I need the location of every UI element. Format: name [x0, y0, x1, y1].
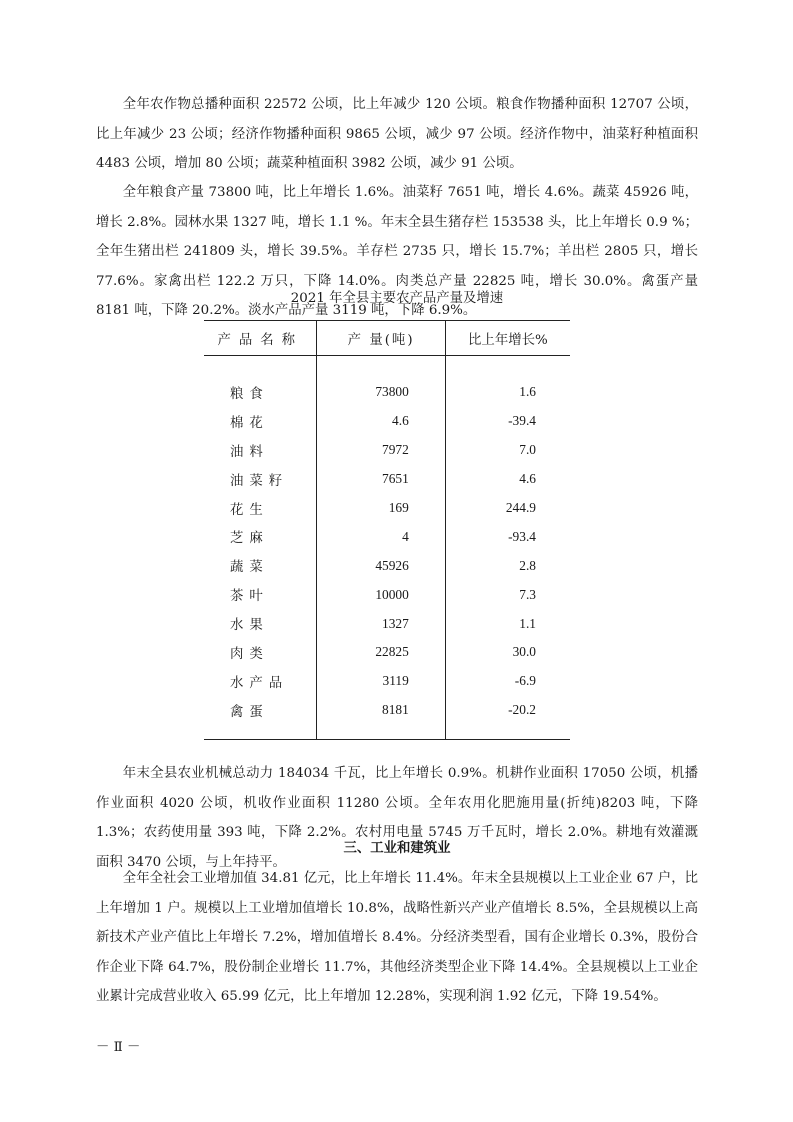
cell-output: 10000: [317, 580, 445, 609]
table-row: [204, 551, 570, 580]
table-row: [204, 436, 570, 465]
paragraph-crop-area: 全年农作物总播种面积 22572 公顷，比上年减少 120 公顷。粮食作物播种面积 12707 公顷，比上年减少 23 公顷；经济作物播种面积 9865 公顷，减少 97 公顷。经济作物中，油菜籽种植面积 4483 公顷，增加 80 公顷；蔬菜种植面积 3982 公顷，减少 91 公顷。: [96, 97, 698, 171]
cell-product-name: 粮食: [230, 386, 269, 402]
table-row: [204, 522, 570, 551]
cell-product-name: 茶叶: [230, 589, 269, 605]
cell-growth: 1.6: [445, 356, 570, 407]
cell-output: 8181: [317, 696, 445, 739]
cell-growth: -20.2: [445, 696, 570, 739]
agri-products-table: [204, 320, 570, 740]
cell-output: 4: [317, 522, 445, 551]
cell-output: 1327: [317, 609, 445, 638]
table-row: [204, 407, 570, 436]
paragraph-agri-output: 全年粮食产量 73800 吨，比上年增长 1.6%。油菜籽 7651 吨，增长 4.6%。蔬菜 45926 吨，增长 2.8%。园林水果 1327 吨，增长 1.1 %。年末全县生猪存栏 153538 头，比上年增长 0.9 %；全年生猪出栏 241809 头，增长 39.5%。羊存栏 2735 只，增长 15.7%；羊出栏 2805 只，增长 77.6%。家禽出栏 122.2 万只，下降 14.0%。肉类总产量 22825 吨，增长 30.0%。禽蛋产量 8181 吨，下降 20.2%。淡水产品产量 3119 吨，下降 6.9%。: [96, 185, 698, 318]
cell-output: 73800: [317, 356, 445, 407]
cell-growth: -39.4: [445, 407, 570, 436]
paragraph-industry: 全年全社会工业增加值 34.81 亿元，比上年增长 11.4%。年末全县规模以上工业企业 67 户，比上年增加 1 户。规模以上工业增加值增长 10.8%，战略性新兴产业产值增长 8.5%，全县规模以上高新技术产业产值比上年增长 7.2%，增加值增长 8.4%。分经济类型看，国有企业增长 0.3%，股份合作企业下降 64.7%，股份制企业增长 11.7%，其他经济类型企业下降 14.4%。全县规模以上工业企业累计完成营业收入 65.99 亿元，比上年增加 12.28%，实现利润 1.92 亿元，下降 19.54%。: [96, 871, 698, 1004]
cell-output: 7651: [317, 465, 445, 494]
page-number: － Ⅱ －: [96, 1040, 141, 1055]
table-body: [204, 356, 570, 740]
cell-output: 3119: [317, 667, 445, 696]
table-row: [204, 465, 570, 494]
table-row: [204, 356, 570, 407]
cell-growth: -93.4: [445, 522, 570, 551]
cell-product-name: 油菜籽: [230, 473, 289, 489]
table-row: [204, 580, 570, 609]
header-growth: 比上年增长%: [445, 321, 570, 356]
table-title: 2021 年全县主要农产品产量及增速: [290, 291, 504, 306]
section-heading: 三、工业和建筑业: [343, 840, 451, 856]
cell-growth: 7.3: [445, 580, 570, 609]
cell-output: 7972: [317, 436, 445, 465]
cell-product-name: 芝麻: [230, 531, 269, 547]
cell-output: 4.6: [317, 407, 445, 436]
cell-product-name: 禽蛋: [204, 696, 317, 739]
cell-output: 22825: [317, 638, 445, 667]
cell-product-name: 水果: [230, 618, 269, 634]
cell-growth: -6.9: [445, 667, 570, 696]
cell-growth: 244.9: [445, 494, 570, 523]
paragraph-agri-machinery: 年末全县农业机械总动力 184034 千瓦，比上年增长 0.9%。机耕作业面积 17050 公顷，机播作业面积 4020 公顷，机收作业面积 11280 公顷。全年农用化肥施用量(折纯)8203 吨，下降 1.3%；农药使用量 393 吨，下降 2.2%。农村用电量 5745 万千瓦时，增长 2.0%。耕地有效灌溉面积 3470 公顷，与上年持平。: [96, 766, 698, 870]
header-output: 产 量(吨): [317, 321, 445, 356]
header-product-name: 产品名称: [204, 321, 317, 356]
cell-growth: 30.0: [445, 638, 570, 667]
cell-product-name: 油料: [230, 444, 269, 460]
cell-growth: 2.8: [445, 551, 570, 580]
table-row: [204, 696, 570, 739]
table-row: [204, 638, 570, 667]
cell-product-name: 棉花: [230, 415, 269, 431]
cell-output: 45926: [317, 551, 445, 580]
cell-product-name: 肉类: [230, 646, 269, 662]
cell-growth: 4.6: [445, 465, 570, 494]
cell-output: 169: [317, 494, 445, 523]
cell-growth: 1.1: [445, 609, 570, 638]
table-row: [204, 609, 570, 638]
table-row: [204, 494, 570, 523]
cell-growth: 7.0: [445, 436, 570, 465]
table-header-row: [204, 321, 570, 356]
cell-product-name: 水产品: [230, 675, 289, 691]
cell-product-name: 花生: [230, 502, 269, 518]
cell-product-name: 蔬菜: [230, 560, 269, 576]
table-row: [204, 667, 570, 696]
